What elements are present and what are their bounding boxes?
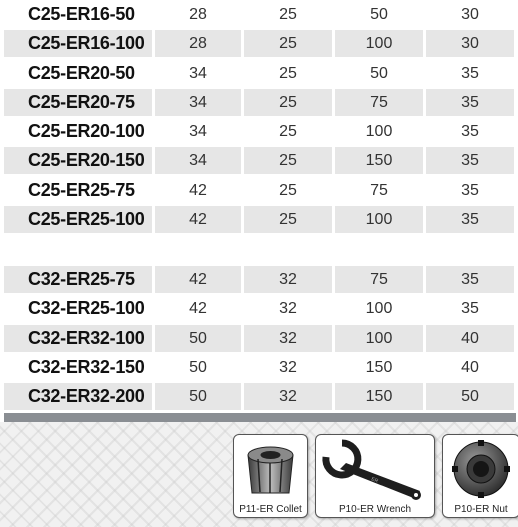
model-cell: C25-ER16-100 [4,30,152,57]
nut-icon [443,435,518,503]
model-cell: C32-ER32-100 [4,325,152,352]
value-cell: 75 [335,89,423,116]
value-cell: 35 [461,182,479,199]
value-cell: 50 [155,325,241,352]
model-cell: C25-ER25-75 [28,180,135,200]
wrench-card [315,434,435,518]
nut-label: P10-ER Nut [454,504,508,515]
value-cell: 25 [279,6,297,23]
value-cell: 25 [244,147,332,174]
value-cell: 25 [244,30,332,57]
value-cell: 25 [244,89,332,116]
model-cell: C25-ER25-100 [4,206,152,233]
value-cell: 35 [461,300,479,317]
model-cell: C25-ER20-75 [4,89,152,116]
collet-icon [234,435,307,503]
table-row [0,206,518,233]
value-cell: 50 [426,383,514,410]
value-cell: 100 [365,123,393,140]
value-cell: 100 [335,206,423,233]
value-cell: 32 [244,266,332,293]
value-cell: 35 [426,206,514,233]
value-cell: 25 [279,65,297,82]
table-row [0,325,518,352]
value-cell: 150 [335,383,423,410]
value-cell: 50 [155,383,241,410]
value-cell: 28 [189,6,207,23]
table-row [0,1,518,28]
model-cell: C25-ER20-100 [28,121,145,141]
model-cell: C32-ER25-75 [4,266,152,293]
wrench-label: P10-ER Wrench [338,504,412,515]
value-cell: 75 [335,266,423,293]
value-cell: 34 [155,89,241,116]
table-row [0,60,518,87]
value-cell: 100 [335,30,423,57]
table-row [0,147,518,174]
value-cell: 34 [189,65,207,82]
value-cell: 40 [426,325,514,352]
value-cell: 35 [461,123,479,140]
value-cell: 42 [155,266,241,293]
value-cell: 35 [426,89,514,116]
value-cell: 30 [426,30,514,57]
value-cell: 100 [335,325,423,352]
value-cell: 50 [189,359,207,376]
table-row [0,30,518,57]
value-cell: 34 [155,147,241,174]
value-cell: 25 [244,206,332,233]
model-cell: C32-ER32-200 [4,383,152,410]
value-cell: 32 [244,325,332,352]
wrench-icon [316,435,434,503]
value-cell: 75 [370,182,388,199]
value-cell: 50 [370,65,388,82]
nut-card [442,434,518,518]
value-cell: 100 [365,300,393,317]
value-cell: 35 [426,147,514,174]
value-cell: 32 [244,383,332,410]
collet-label: P11-ER Collet [239,504,302,515]
table-row [0,295,518,322]
model-cell: C32-ER32-150 [28,357,145,377]
value-cell: 35 [426,266,514,293]
value-cell: 25 [279,182,297,199]
value-cell: 32 [279,359,297,376]
value-cell: 150 [365,359,393,376]
table-row [0,89,518,116]
table-row [0,383,518,410]
table-row [0,177,518,204]
value-cell: 40 [461,359,479,376]
value-cell: 42 [155,206,241,233]
value-cell: 28 [155,30,241,57]
svg-text:ER: ER [370,476,379,485]
value-cell: 32 [279,300,297,317]
value-cell: 50 [370,6,388,23]
table-row [0,354,518,381]
value-cell: 42 [189,182,207,199]
table-row [0,118,518,145]
model-cell: C25-ER16-50 [28,4,135,24]
value-cell: 30 [461,6,479,23]
value-cell: 42 [189,300,207,317]
model-cell: C25-ER20-50 [28,63,135,83]
collet-card [233,434,308,518]
table-divider [4,413,516,422]
model-cell: C25-ER20-150 [4,147,152,174]
value-cell: 34 [189,123,207,140]
value-cell: 150 [335,147,423,174]
model-cell: C32-ER25-100 [28,298,145,318]
value-cell: 35 [461,65,479,82]
value-cell: 25 [279,123,297,140]
table-row [0,266,518,293]
